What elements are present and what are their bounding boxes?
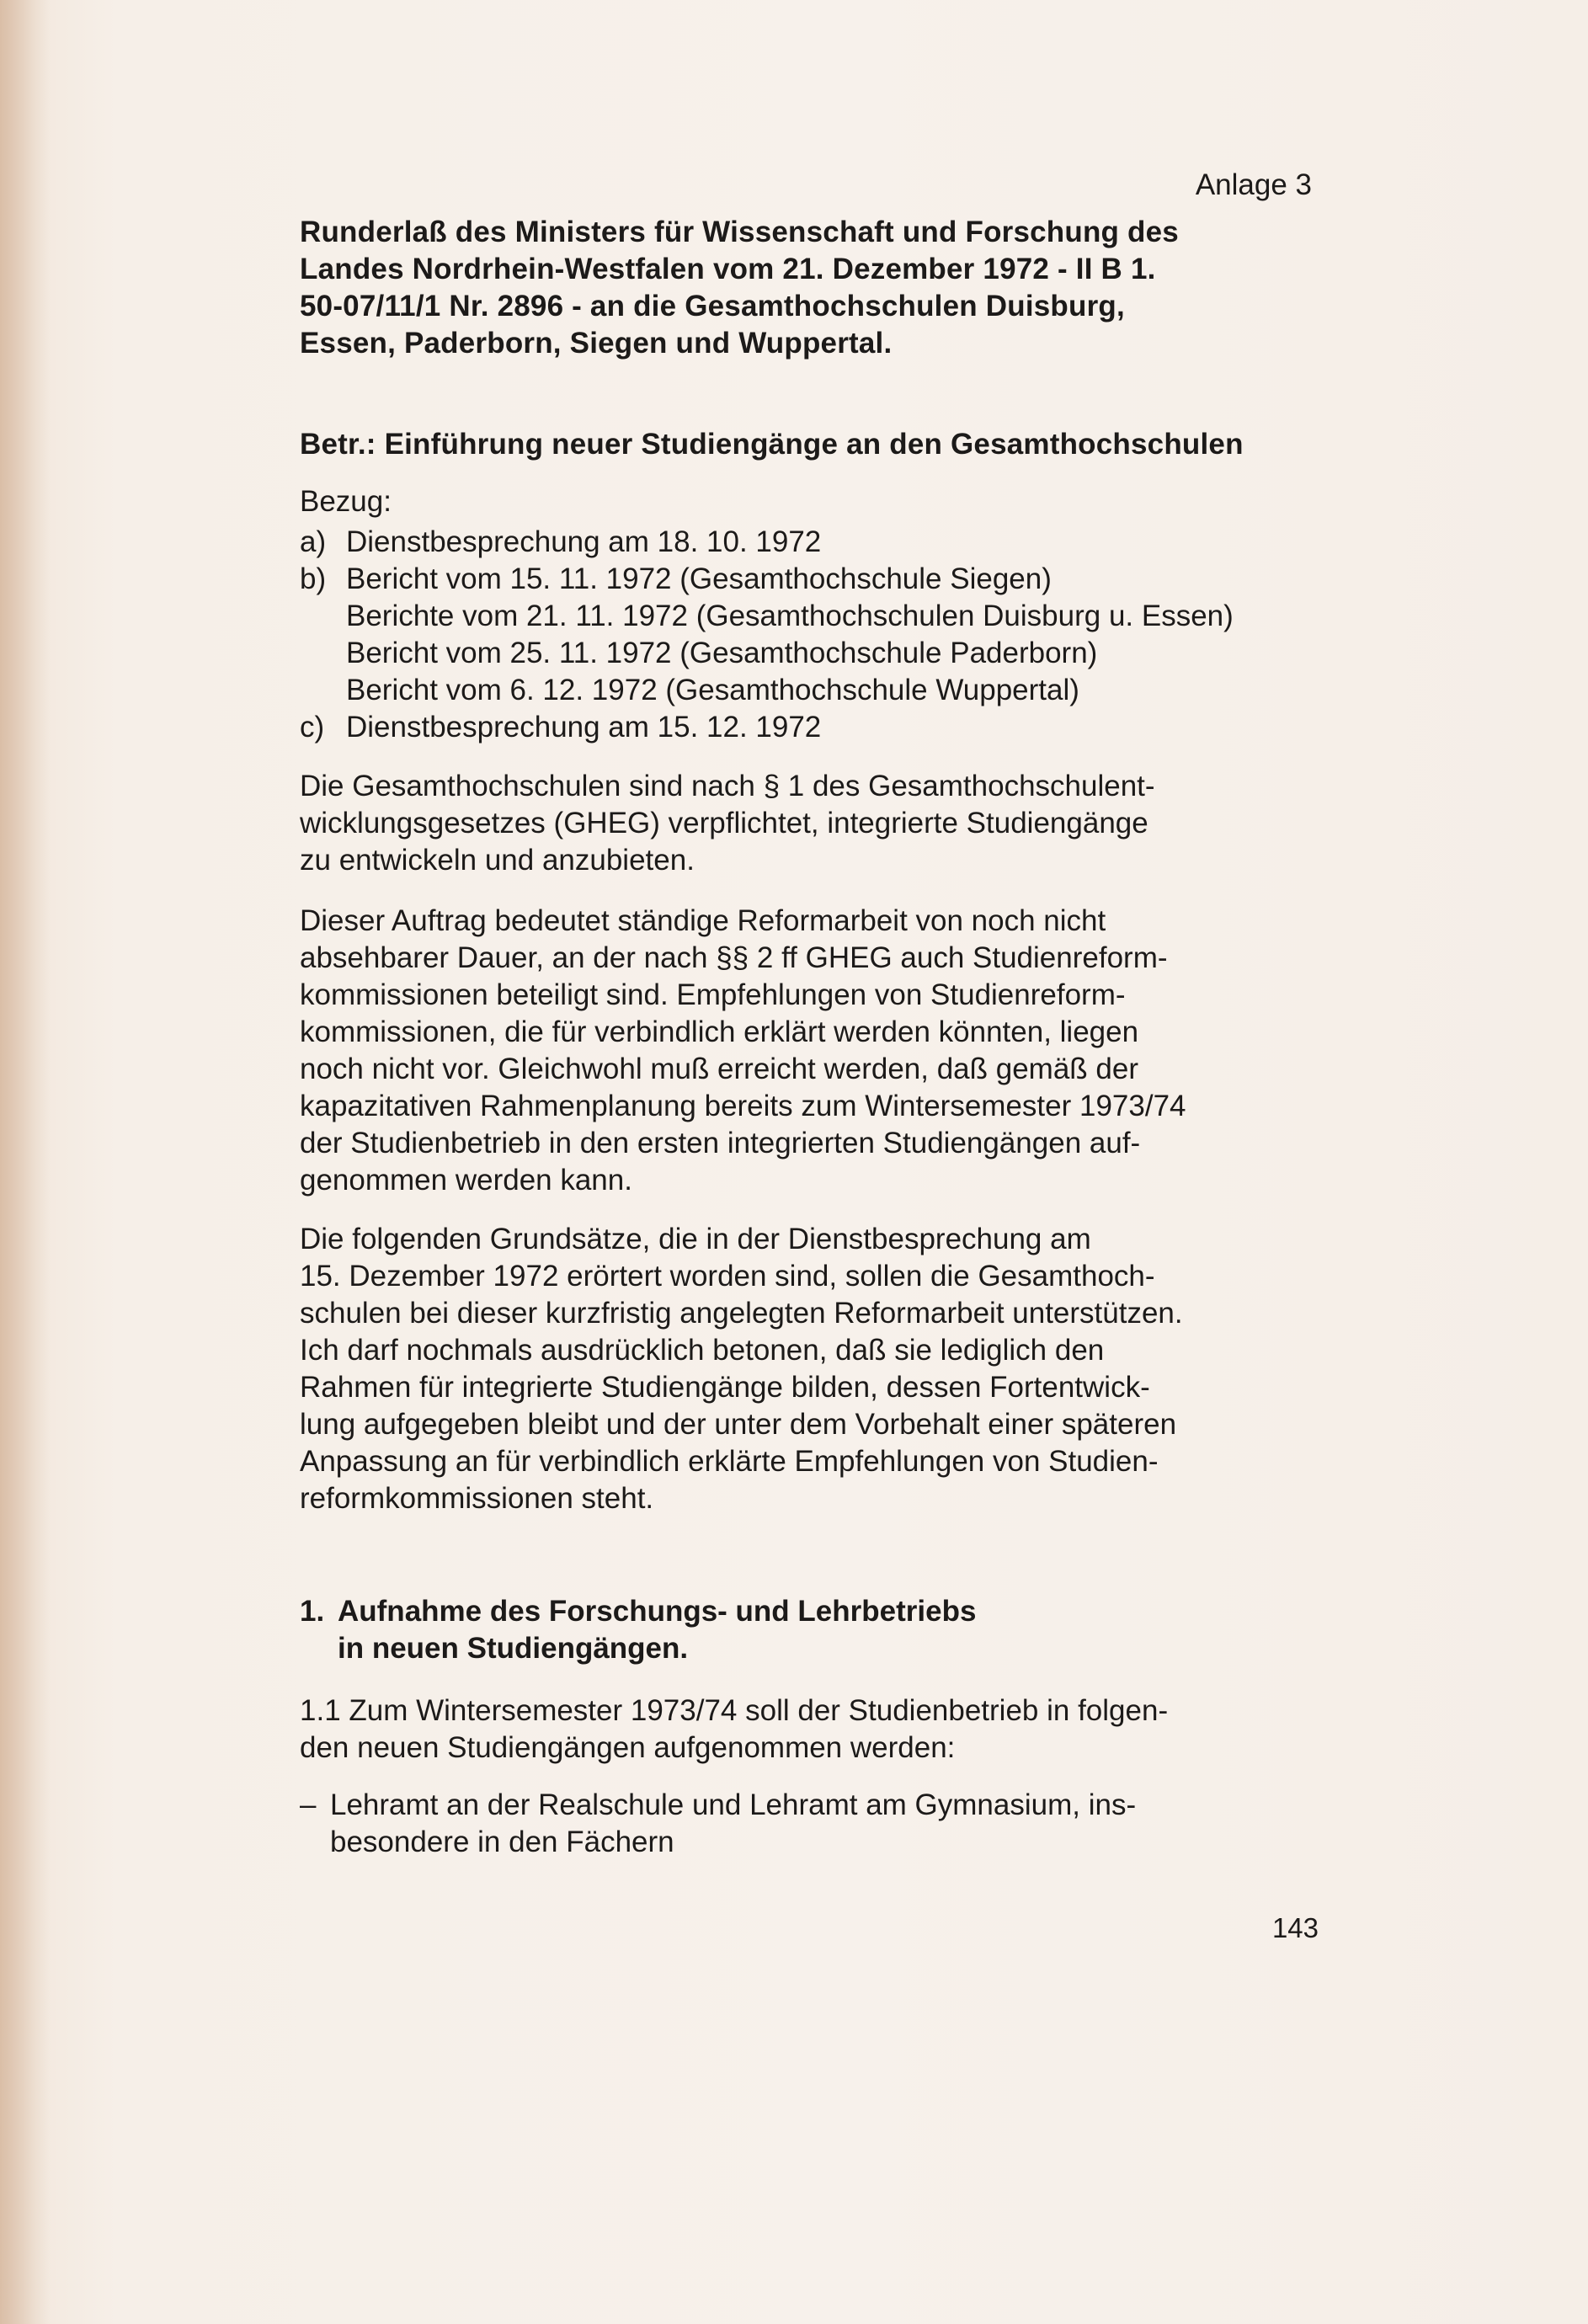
subject-line: Betr.: Einführung neuer Studiengänge an den Gesamthochschulen xyxy=(300,428,1244,461)
paragraph-line: schulen bei dieser kurzfristig angelegten Reformarbeit unterstützen. xyxy=(300,1297,1183,1330)
page-binding-shadow xyxy=(0,0,51,2324)
paragraph-line: kommissionen, die für verbindlich erklärt werden könnten, liegen xyxy=(300,1015,1139,1048)
paragraph-line: Dieser Auftrag bedeutet ständige Reformarbeit von noch nicht xyxy=(300,904,1106,937)
reference-mark: a) xyxy=(300,525,327,558)
section-number: 1. xyxy=(300,1595,325,1628)
paragraph-line: Die folgenden Grundsätze, die in der Dienstbesprechung am xyxy=(300,1223,1091,1255)
section-heading-1 xyxy=(300,1593,1226,1667)
reference-label: Bezug: xyxy=(300,485,392,518)
decree-title xyxy=(300,214,1319,362)
reference-text: Bericht vom 15. 11. 1972 (Gesamthochschule Siegen) xyxy=(346,562,1052,595)
reference-text: Bericht vom 25. 11. 1972 (Gesamthochschule Paderborn) xyxy=(346,637,1098,669)
section-heading-line: Aufnahme des Forschungs- und Lehrbetriebs xyxy=(338,1595,977,1628)
paragraph-principles xyxy=(300,1221,1319,1517)
list-item xyxy=(300,1787,1319,1861)
title-line: Runderlaß des Ministers für Wissenschaft und Forschung des xyxy=(300,216,1179,248)
paragraph-line: den neuen Studiengängen aufgenommen werden: xyxy=(300,1731,956,1764)
paragraph-line: der Studienbetrieb in den ersten integrierten Studiengängen auf- xyxy=(300,1127,1141,1159)
reference-list xyxy=(300,524,1319,746)
paragraph-line: zu entwickeln und anzubieten. xyxy=(300,844,695,877)
page-number: 143 xyxy=(1271,1912,1319,1943)
section-heading-line: in neuen Studiengängen. xyxy=(338,1632,689,1665)
list-item-text xyxy=(330,1787,1319,1861)
title-line: Essen, Paderborn, Siegen und Wuppertal. xyxy=(300,327,893,360)
paragraph-line: Rahmen für integrierte Studiengänge bilden, dessen Fortentwick- xyxy=(300,1371,1150,1404)
paragraph-line: 1.1 Zum Wintersemester 1973/74 soll der Studienbetrieb in folgen- xyxy=(300,1694,1169,1727)
reference-item xyxy=(300,672,1319,709)
reference-item xyxy=(300,561,1319,598)
paragraph-line: Die Gesamthochschulen sind nach § 1 des Gesamthochschulent- xyxy=(300,770,1155,802)
annex-label: Anlage 3 xyxy=(1195,168,1312,201)
reference-mark: c) xyxy=(300,711,325,744)
paragraph-mandate xyxy=(300,768,1319,879)
reference-item xyxy=(300,709,1319,746)
paragraph-line: Ich darf nochmals ausdrücklich betonen, daß sie lediglich den xyxy=(300,1334,1105,1367)
reference-text: Dienstbesprechung am 18. 10. 1972 xyxy=(346,525,822,558)
title-line: Landes Nordrhein-Westfalen vom 21. Dezember 1972 - II B 1. xyxy=(300,253,1156,285)
reference-text: Dienstbesprechung am 15. 12. 1972 xyxy=(346,711,822,744)
reference-text: Berichte vom 21. 11. 1972 (Gesamthochschulen Duisburg u. Essen) xyxy=(346,600,1234,632)
paragraph-line: noch nicht vor. Gleichwohl muß erreicht werden, daß gemäß der xyxy=(300,1053,1138,1085)
reference-text: Bericht vom 6. 12. 1972 (Gesamthochschule Wuppertal) xyxy=(346,674,1079,706)
reference-mark: b) xyxy=(300,562,327,595)
reference-item xyxy=(300,524,1319,561)
paragraph-line: Anpassung an für verbindlich erklärte Empfehlungen von Studien- xyxy=(300,1445,1159,1478)
paragraph-line: 15. Dezember 1972 erörtert worden sind, sollen die Gesamthoch- xyxy=(300,1260,1155,1293)
paragraph-line: wicklungsgesetzes (GHEG) verpflichtet, integrierte Studiengänge xyxy=(300,807,1148,840)
list-item-line: Lehramt an der Realschule und Lehramt am Gymnasium, ins- xyxy=(330,1788,1137,1821)
list-item-line: besondere in den Fächern xyxy=(330,1826,674,1858)
reference-item xyxy=(300,635,1319,672)
paragraph-line: genommen werden kann. xyxy=(300,1164,632,1197)
paragraph-1-1 xyxy=(300,1692,1319,1767)
title-line: 50-07/11/1 Nr. 2896 - an die Gesamthochschulen Duisburg, xyxy=(300,290,1125,322)
paragraph-line: lung aufgegeben bleibt und der unter dem Vorbehalt einer späteren xyxy=(300,1408,1177,1441)
dash-bullet: – xyxy=(300,1788,317,1821)
paragraph-line: reformkommissionen steht. xyxy=(300,1482,654,1515)
paragraph-line: kommissionen beteiligt sind. Empfehlungen von Studienreform- xyxy=(300,978,1126,1011)
paragraph-line: kapazitativen Rahmenplanung bereits zum Wintersemester 1973/74 xyxy=(300,1090,1186,1122)
paragraph-line: absehbarer Dauer, an der nach §§ 2 ff GHEG auch Studienreform- xyxy=(300,941,1168,974)
reference-item xyxy=(300,598,1319,635)
paragraph-reform-work xyxy=(300,903,1319,1199)
